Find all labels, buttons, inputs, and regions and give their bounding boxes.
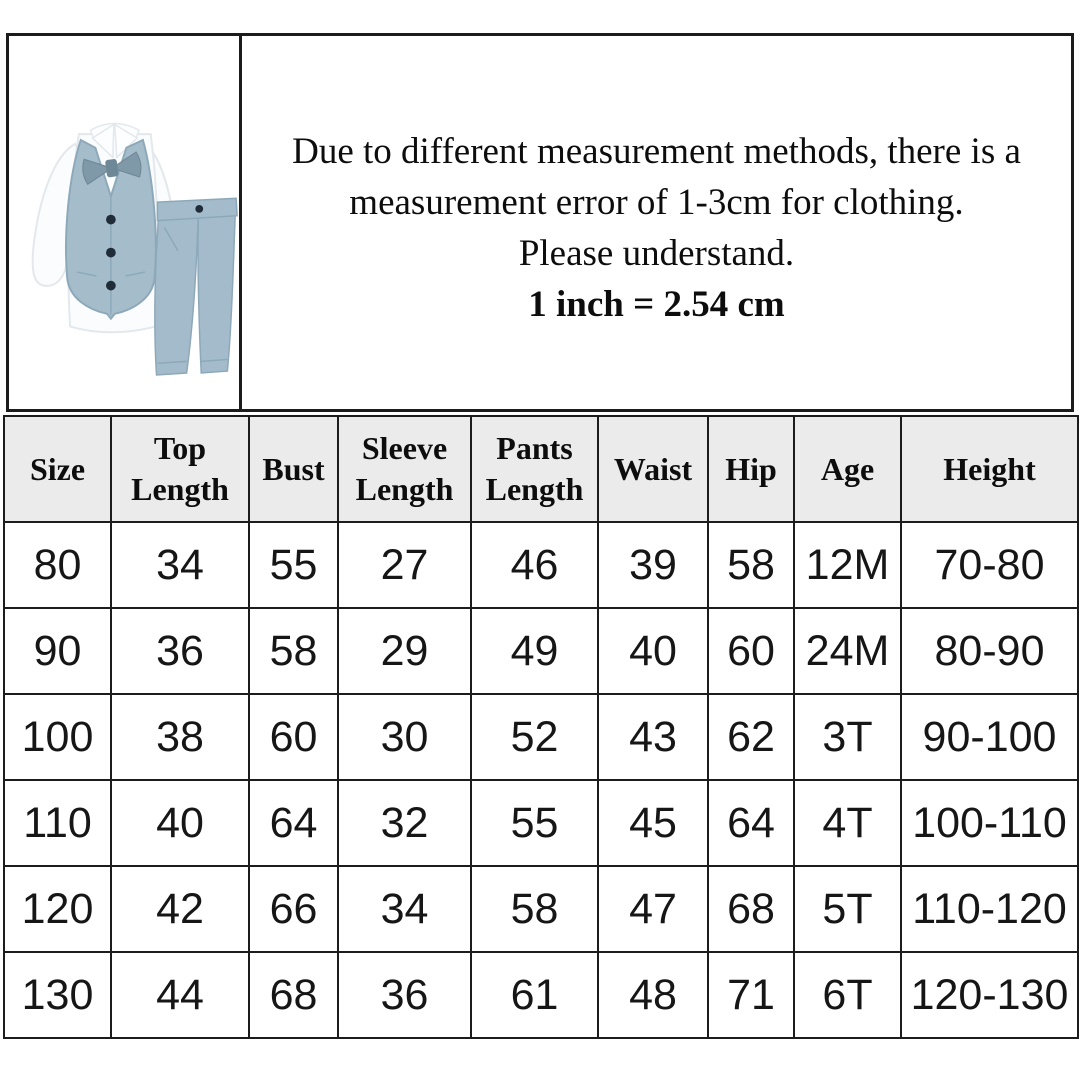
- table-cell: 47: [598, 866, 708, 952]
- table-cell: 36: [338, 952, 471, 1038]
- column-header: Size: [4, 416, 111, 522]
- vest-button-middle: [106, 247, 116, 257]
- table-cell: 40: [111, 780, 249, 866]
- table-row: [4, 952, 1078, 1038]
- table-cell: 80-90: [901, 608, 1078, 694]
- column-header: Hip: [708, 416, 794, 522]
- disclaimer-line-4: 1 inch = 2.54 cm: [528, 283, 785, 325]
- table-cell: 52: [471, 694, 598, 780]
- column-header: Waist: [598, 416, 708, 522]
- disclaimer-box: [242, 36, 1071, 409]
- table-row: [4, 608, 1078, 694]
- pants-left-leg: [155, 217, 198, 374]
- table-cell: 71: [708, 952, 794, 1038]
- top-section: [6, 33, 1074, 412]
- table-cell: 43: [598, 694, 708, 780]
- table-cell: 55: [249, 522, 338, 608]
- disclaimer-line-1: Due to different measurement methods, there is a: [292, 130, 1021, 172]
- table-cell: 64: [708, 780, 794, 866]
- table-cell: 46: [471, 522, 598, 608]
- table-cell: 110-120: [901, 866, 1078, 952]
- table-row: [4, 866, 1078, 952]
- table-cell: 61: [471, 952, 598, 1038]
- table-cell: 36: [111, 608, 249, 694]
- table-cell: 27: [338, 522, 471, 608]
- table-cell: 6T: [794, 952, 901, 1038]
- table-cell: 4T: [794, 780, 901, 866]
- pants-right-leg: [198, 214, 235, 372]
- column-header: Age: [794, 416, 901, 522]
- table-cell: 90: [4, 608, 111, 694]
- table-cell: 58: [471, 866, 598, 952]
- table-cell: 66: [249, 866, 338, 952]
- size-table-body: [4, 522, 1078, 1038]
- table-row: [4, 694, 1078, 780]
- table-cell: 90-100: [901, 694, 1078, 780]
- pants-fly-seam: [197, 220, 198, 238]
- table-cell: 45: [598, 780, 708, 866]
- table-cell: 120-130: [901, 952, 1078, 1038]
- table-cell: 12M: [794, 522, 901, 608]
- table-cell: 60: [708, 608, 794, 694]
- table-cell: 64: [249, 780, 338, 866]
- vest-button-bottom: [106, 280, 116, 290]
- table-cell: 68: [249, 952, 338, 1038]
- table-cell: 34: [111, 522, 249, 608]
- table-cell: 62: [708, 694, 794, 780]
- table-cell: 40: [598, 608, 708, 694]
- table-cell: 49: [471, 608, 598, 694]
- table-cell: 34: [338, 866, 471, 952]
- disclaimer-line-3: Please understand.: [518, 232, 795, 274]
- product-image-box: [9, 36, 242, 409]
- table-cell: 100-110: [901, 780, 1078, 866]
- table-row: [4, 780, 1078, 866]
- table-cell: 130: [4, 952, 111, 1038]
- column-header: Bust: [249, 416, 338, 522]
- table-cell: 29: [338, 608, 471, 694]
- table-cell: 48: [598, 952, 708, 1038]
- table-cell: 24M: [794, 608, 901, 694]
- table-cell: 38: [111, 694, 249, 780]
- size-table: [3, 415, 1079, 1039]
- table-cell: 3T: [794, 694, 901, 780]
- table-cell: 32: [338, 780, 471, 866]
- vest-button-top: [106, 214, 116, 224]
- table-cell: 110: [4, 780, 111, 866]
- column-header: Sleeve Length: [338, 416, 471, 522]
- product-photo: [10, 39, 238, 407]
- table-cell: 120: [4, 866, 111, 952]
- table-cell: 60: [249, 694, 338, 780]
- disclaimer-line-2: measurement error of 1-3cm for clothing.: [349, 181, 964, 223]
- column-header: Pants Length: [471, 416, 598, 522]
- size-table-header-row: [4, 416, 1078, 522]
- table-cell: 58: [708, 522, 794, 608]
- table-cell: 42: [111, 866, 249, 952]
- table-row: [4, 522, 1078, 608]
- column-header: Top Length: [111, 416, 249, 522]
- column-header: Height: [901, 416, 1078, 522]
- table-cell: 44: [111, 952, 249, 1038]
- table-cell: 30: [338, 694, 471, 780]
- table-cell: 39: [598, 522, 708, 608]
- table-cell: 80: [4, 522, 111, 608]
- table-cell: 5T: [794, 866, 901, 952]
- table-cell: 58: [249, 608, 338, 694]
- table-cell: 68: [708, 866, 794, 952]
- table-cell: 55: [471, 780, 598, 866]
- table-cell: 70-80: [901, 522, 1078, 608]
- table-cell: 100: [4, 694, 111, 780]
- pants-button: [195, 205, 203, 213]
